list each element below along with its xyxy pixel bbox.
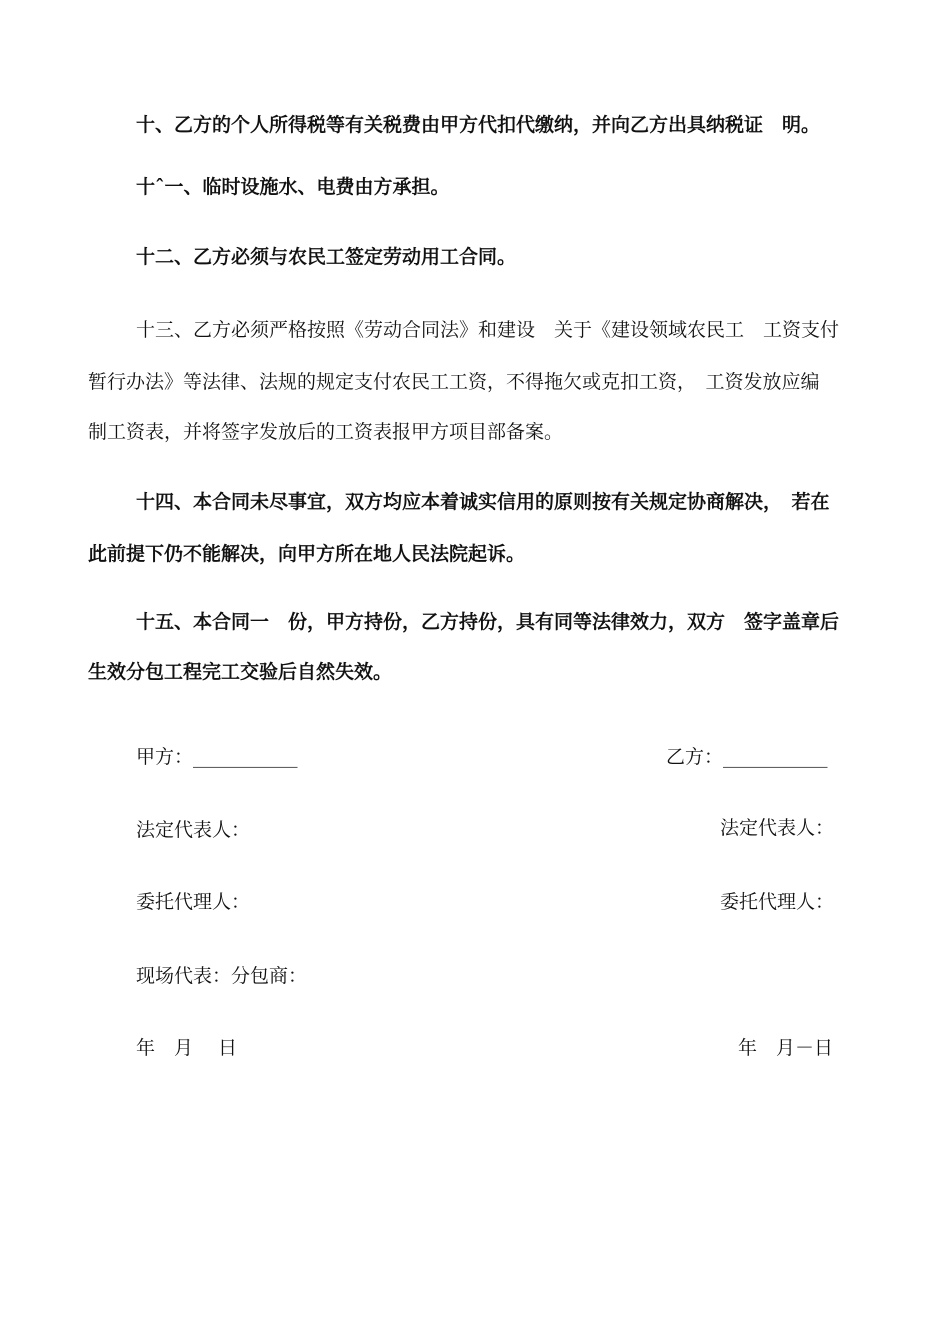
clause-15-line-1: 十五、本合同一 份，甲方持份，乙方持份，具有同等法律效力，双方 签字盖章后 — [136, 611, 840, 633]
date-b: 年 月－日 — [738, 1037, 834, 1059]
agent-a-label: 委托代理人： — [136, 891, 251, 913]
clause-14-line-1: 十四、本合同未尽事宜，双方均应本着诚实信用的原则按有关规定协商解决， 若在 — [136, 491, 830, 513]
site-rep-label: 现场代表：分包商： — [136, 965, 308, 987]
clause-15-line-2: 生效分包工程完工交验后自然失效。 — [88, 661, 393, 683]
clause-13-line-1: 十三、乙方必须严格按照《劳动合同法》和建设 关于《建设领域农民工 工资支付 — [136, 319, 840, 341]
legal-rep-b-label: 法定代表人： — [720, 817, 835, 839]
clause-12: 十二、乙方必须与农民工签定劳动用工合同。 — [136, 246, 517, 268]
clause-11: 十ˆ一、临时设施水、电费由方承担。 — [136, 176, 450, 198]
party-b-label: 乙方：___________ — [666, 746, 828, 768]
clause-13-line-2: 暂行办法》等法律、法规的规定支付农民工工资，不得拖欠或克扣工资， 工资发放应编 — [88, 371, 820, 393]
agent-b-label: 委托代理人： — [720, 891, 835, 913]
clause-13-line-3: 制工资表，并将签字发放后的工资表报甲方项目部备案。 — [88, 421, 564, 443]
clause-10: 十、乙方的个人所得税等有关税费由甲方代扣代缴纳，并向乙方出具纳税证 明。 — [136, 114, 821, 136]
clause-14-line-2: 此前提下仍不能解决，向甲方所在地人民法院起诉。 — [88, 543, 526, 565]
date-a: 年 月 日 — [136, 1037, 238, 1059]
party-a-label: 甲方：___________ — [136, 746, 298, 768]
legal-rep-a-label: 法定代表人： — [136, 819, 251, 841]
